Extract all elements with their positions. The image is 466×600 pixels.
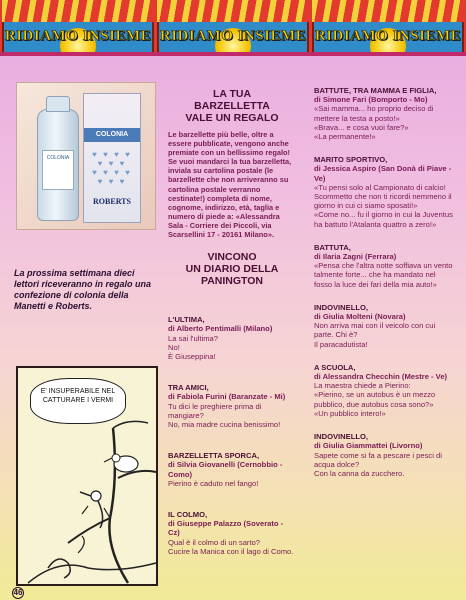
joke-item bbox=[314, 303, 454, 349]
joke-line: La maestra chiede a Pierino: bbox=[314, 381, 411, 391]
joke-item bbox=[314, 155, 454, 229]
page-number: 46 bbox=[13, 588, 23, 597]
banner-cell bbox=[157, 22, 309, 52]
joke-line: «Brava... e cosa vuoi fare?» bbox=[314, 122, 409, 132]
joke-item bbox=[168, 315, 296, 361]
bottle-cap bbox=[46, 96, 70, 112]
prize-headline: VINCONO UN DIARIO DELLA PANINGTON bbox=[185, 251, 279, 288]
joke-author: di Ilaria Zagni (Ferrara) bbox=[314, 252, 397, 262]
speech-bubble: E' INSUPERABILE NEL CATTURARE I VERMI bbox=[30, 378, 126, 424]
joke-item bbox=[314, 432, 454, 478]
joke-author: di Alessandra Checchin (Mestre - Ve) bbox=[314, 372, 448, 382]
joke-line: Pierino è caduto nel fango! bbox=[168, 478, 259, 488]
joke-title: TRA AMICI, bbox=[168, 383, 209, 393]
joke-line: Qual è il colmo di un sarto? bbox=[168, 537, 261, 547]
joke-line: «Come no... fu il giorno in cui la Juventus ha battuto l'Atalanta quattro a zero!» bbox=[314, 210, 453, 229]
joke-line: No! bbox=[168, 342, 180, 352]
joke-item bbox=[314, 86, 454, 141]
joke-item bbox=[314, 243, 454, 289]
joke-title: A SCUOLA, bbox=[314, 362, 356, 372]
header-banner bbox=[0, 0, 466, 52]
column-right bbox=[314, 86, 454, 478]
sun-rays-decoration bbox=[157, 0, 309, 22]
product-photo bbox=[16, 82, 156, 230]
prize-caption: La prossima settimana dieci lettori riceveranno in regalo una confezione di colonia della Manetti e Roberts. bbox=[14, 268, 152, 311]
joke-line: Con la canna da zucchero. bbox=[314, 468, 405, 478]
joke-list-middle bbox=[168, 315, 296, 556]
box-band: COLONIA bbox=[84, 128, 140, 142]
joke-line: «Tu pensi solo al Campionato di calcio! Scommetto che non ti ricordi nemmeno il giorno in cui ci siamo sposati!» bbox=[314, 182, 452, 211]
joke-line: «Pierino, se un autobus è un mezzo pubblico, due autobus cosa sono?» bbox=[314, 390, 436, 409]
banner-title: RIDIAMO INSIEME bbox=[4, 28, 152, 44]
joke-author: di Giulia Giammattei (Livorno) bbox=[314, 441, 423, 451]
joke-item bbox=[168, 451, 296, 488]
joke-title: INDOVINELLO, bbox=[314, 302, 369, 312]
heart-pattern-decoration: ♥ ♥ ♥ ♥ ♥ ♥ ♥ ♥ ♥ ♥ ♥ ♥ ♥ ♥ bbox=[92, 150, 132, 186]
banner-title: RIDIAMO INSIEME bbox=[159, 28, 307, 44]
joke-line: «Sai mamma... ho proprio deciso di mettere la testa a posto!» bbox=[314, 104, 434, 123]
joke-author: di Alberto Pentimalli (Milano) bbox=[168, 324, 273, 334]
joke-line: «Un pubblico intero!» bbox=[314, 408, 386, 418]
joke-item bbox=[314, 363, 454, 418]
promo-body: Le barzellette più belle, oltre a essere pubblicate, vengono anche premiate con un bellissimo regalo! Se vuoi mandarci la tua barzelletta, inviala su cartolina postale (le barzellette che non arriveranno su cartolina postale verranno cestinate!) completa di nome, cognome, indirizzo, età, taglia e numero di piede a: «Alessandra Sala - Corriere dei Piccoli, via Scarsellini 17 - 20161 Milano». bbox=[168, 130, 292, 240]
joke-item bbox=[168, 383, 296, 429]
joke-title: MARITO SPORTIVO, bbox=[314, 155, 388, 165]
joke-title: BATTUTA, bbox=[314, 242, 351, 252]
joke-item bbox=[168, 510, 296, 556]
joke-line: Tu dici le preghiere prima di mangiare? bbox=[168, 401, 262, 420]
banner-title: RIDIAMO INSIEME bbox=[314, 28, 462, 44]
joke-title: IL COLMO, bbox=[168, 509, 208, 519]
joke-author: di Giuseppe Palazzo (Soverato - Cz) bbox=[168, 519, 284, 538]
joke-line: «La permanente!» bbox=[314, 132, 376, 142]
joke-line: Sapete come si fa a pescare i pesci di acqua dolce? bbox=[314, 450, 442, 469]
cologne-bottle bbox=[37, 109, 79, 221]
banner-cell bbox=[312, 22, 464, 52]
joke-line: No, mia madre cucina benissimo! bbox=[168, 419, 281, 429]
sun-rays-decoration bbox=[312, 0, 464, 22]
joke-title: INDOVINELLO, bbox=[314, 432, 369, 442]
bottle-label: COLONIA bbox=[42, 150, 74, 190]
joke-line: Cucire la Manica con il lago di Como. bbox=[168, 546, 294, 556]
joke-line: È Giuseppina! bbox=[168, 351, 216, 361]
joke-line: «Pensa che l'altra notte soffiava un vento talmente forte... che ha mandato nel fosso la luce dei fari della mia auto!» bbox=[314, 261, 453, 289]
column-middle bbox=[168, 88, 296, 556]
cartoon-panel bbox=[16, 366, 158, 586]
joke-author: di Giulia Molteni (Novara) bbox=[314, 312, 406, 322]
joke-line: La sai l'ultima? bbox=[168, 333, 218, 343]
joke-line: Il paracadutista! bbox=[314, 339, 368, 349]
banner-cell bbox=[2, 22, 154, 52]
box-brand: ROBERTS bbox=[93, 197, 131, 206]
joke-author: di Simone Fari (Bomporto - Mo) bbox=[314, 95, 428, 105]
cologne-box bbox=[83, 93, 141, 223]
promo-headline: LA TUA BARZELLETTA VALE UN REGALO bbox=[185, 88, 279, 124]
joke-author: di Silvia Giovanelli (Cernobbio - Como) bbox=[168, 460, 283, 479]
sun-rays-decoration bbox=[2, 0, 154, 22]
joke-title: L'ULTIMA, bbox=[168, 315, 205, 325]
joke-author: di Fabiola Furini (Baranzate - Mi) bbox=[168, 392, 286, 402]
joke-title: BATTUTE, TRA MAMMA E FIGLIA, bbox=[314, 86, 437, 95]
banner-divider bbox=[0, 52, 466, 56]
joke-author: di Jessica Aspiro (San Donà di Piave - Ve) bbox=[314, 164, 452, 183]
joke-line: Non arriva mai con il veicolo con cui parte. Chi è? bbox=[314, 321, 436, 340]
joke-title: BARZELLETTA SPORCA, bbox=[168, 451, 260, 461]
joke-list-right bbox=[314, 86, 454, 478]
